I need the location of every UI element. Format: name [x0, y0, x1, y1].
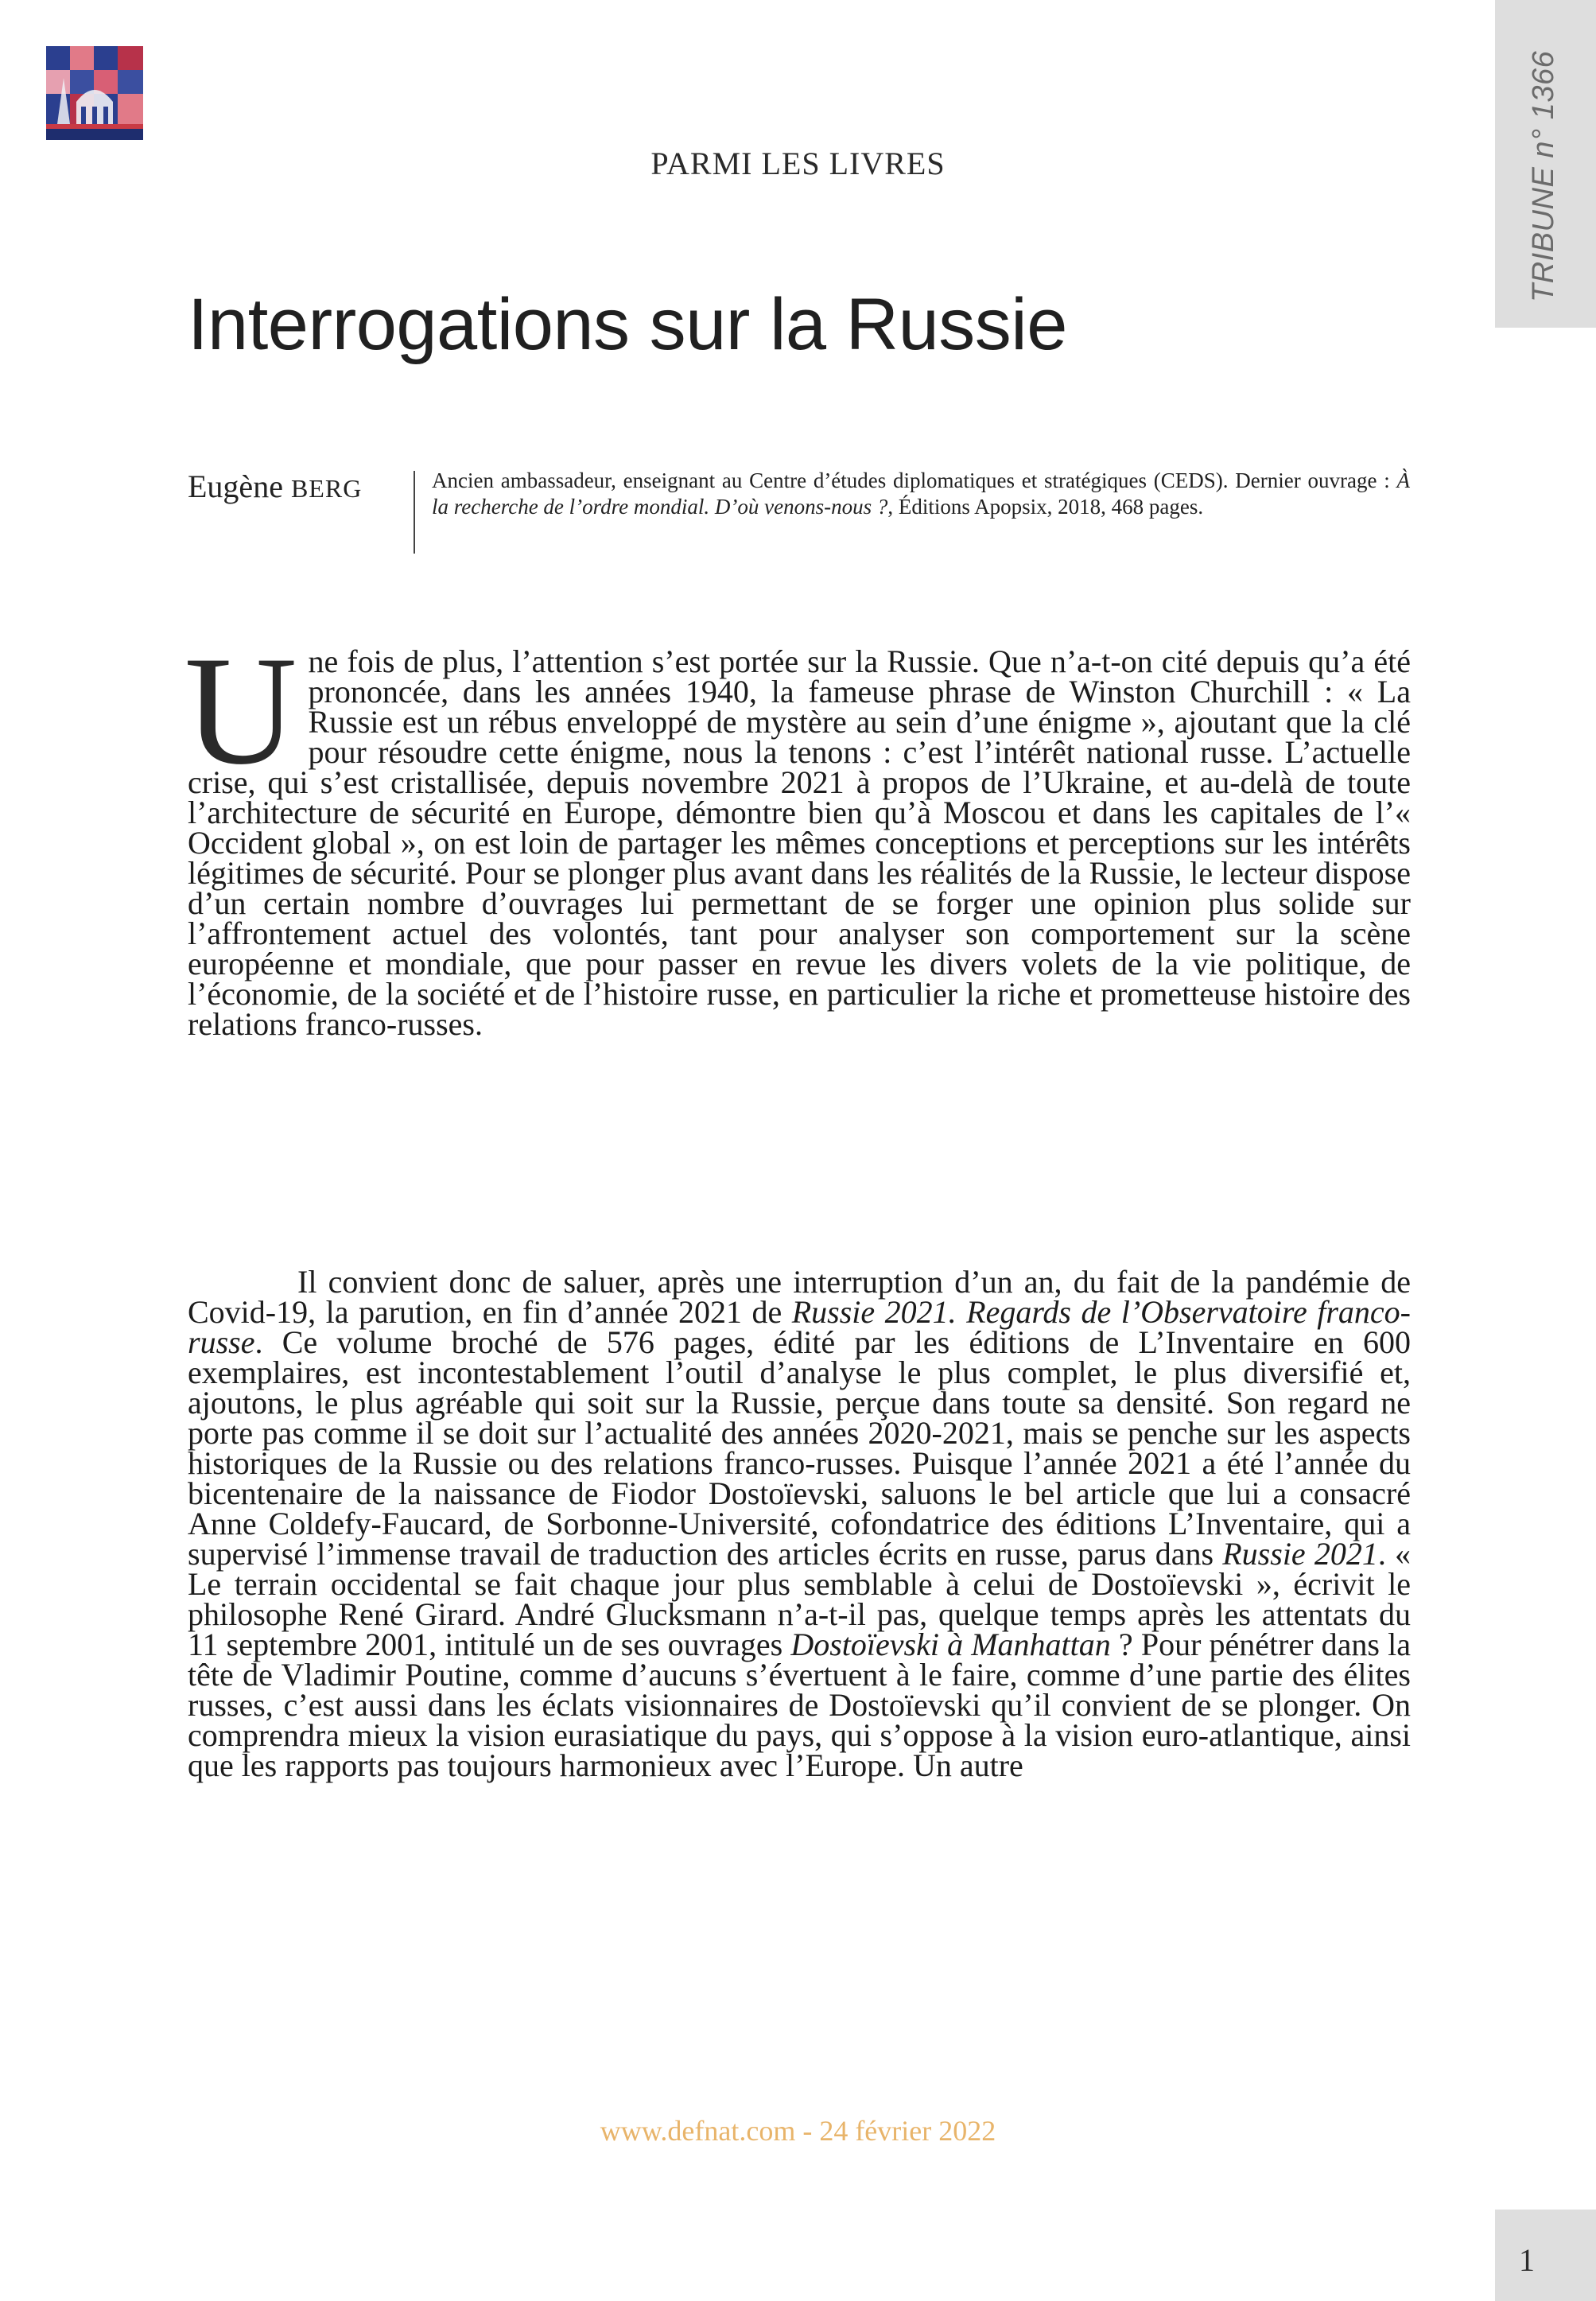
author-name: [188, 468, 362, 505]
section-kicker: PARMI LES LIVRES: [650, 146, 946, 181]
p2-italic-1: Russie 2021. Regards de l’Observatoire franco-russe: [188, 1294, 1411, 1360]
bio-text: Ancien ambassadeur, enseignant au Centre d’études diplomatiques et stratégiques (CEDS). Dernier ouvrage :: [432, 468, 1397, 492]
paragraph-1-text: ne fois de plus, l’attention s’est portée sur la Russie. Que n’a-t-on cité depuis qu’a été prononcée, dans les années 1940, la fameuse phrase de Winston Churchill : « La Russie est un rébus enveloppé de mystère au sein d’une énigme », ajoutant que la clé pour résoudre cette énigme, nous la tenons : c’est l’intérêt national russe. L’actuelle crise, qui s’est cristallisée, depuis novembre 2021 à propos de l’Ukraine, et au-delà de toute l’architecture de sécurité en Europe, démontre bien qu’à Moscou et dans les capitales de l’« Occident global », on est loin de partager les mêmes conceptions et perceptions sur les intérêts légitimes de sécurité. Pour se plonger plus avant dans les réalités de la Russie, le lecteur dispose d’un certain nombre d’ouvrages lui permettant de se forger une opinion plus solide sur l’affrontement actuel des volontés, tant pour analyser son comportement sur la scène européenne et mondiale, que pour passer en revue les divers volets de la vie politique, de l’économie, de la société et de l’histoire russe, en particulier la riche et prometteuse histoire des relations franco-russes.: [188, 643, 1411, 1042]
p2-italic-2: Russie 2021: [1222, 1536, 1378, 1572]
paragraph-2: [188, 1264, 1412, 1783]
p2-text-4: ? Pour pénétrer dans la tête de Vladimir Poutine, comme d’aucuns s’évertuent à le faire, comme d’une partie des élites russes, c’est aussi dans les éclats visionnaires de Dostoïevski qu’il convient de se plonger. On comprendra mieux la vision eurasiatique du pays, qui s’oppose à la vision euro-atlantique, ainsi que les rapports pas toujours harmonieux avec l’Europe. Un autre: [188, 1627, 1412, 1783]
p2-italic-3: Dostoïevski à Manhattan: [790, 1627, 1111, 1662]
p2-text-1: Il convient donc de saluer, après une interruption d’un an, du fait de la pandémie de Covid-19, la parution, en fin d’année 2021 de: [188, 1264, 1411, 1330]
article-title: Interrogations sur la Russie: [188, 284, 1067, 365]
page-number: 1: [1519, 2242, 1535, 2278]
author-bio: [432, 468, 1410, 520]
author-first-name: Eugène: [188, 468, 283, 504]
author-divider: [414, 471, 415, 554]
footer-link[interactable]: www.defnat.com - 24 février 2022: [600, 2115, 996, 2147]
author-last-name: BERG: [290, 474, 363, 503]
revue-logo: [46, 46, 143, 140]
paragraph-1: [184, 624, 1411, 1042]
tribune-number: TRIBUNE n° 1366: [1527, 50, 1560, 302]
p2-text-3: . « Le terrain occidental se fait chaque jour plus semblable à celui de Dostoïevski », écrivit le philosophe René Girard. André Glucksmann n’a-t-il pas, quelque temps après les attentats du 11 septembre 2001, intitulé un de ses ouvrages: [188, 1536, 1411, 1662]
p2-text-2: . Ce volume broché de 576 pages, édité par les éditions de L’Inventaire en 600 exemplaires, est incontestablement l’outil d’analyse le plus complet, le plus diversifié et, ajoutons, le plus agréable qui soit sur la Russie, perçue dans toute sa densité. Son regard ne porte pas comme il se doit sur l’actualité des années 2020-2021, mais se penche sur les aspects historiques de la Russie ou des relations franco-russes. Puisque l’année 2021 a été l’année du bicentenaire de la naissance de Fiodor Dostoïevski, saluons le bel article que lui a consacré Anne Coldefy-Faucard, de Sorbonne-Université, cofondatrice des éditions L’Inventaire, qui a supervisé l’immense travail de traduction des articles écrits en russe, parus dans: [188, 1324, 1411, 1572]
bio-text-end: , Éditions Apopsix, 2018, 468 pages.: [887, 495, 1204, 519]
drop-cap: U: [184, 624, 297, 797]
bio-book-title: À la recherche de l’ordre mondial. D’où venons-nous ?: [432, 468, 1410, 519]
